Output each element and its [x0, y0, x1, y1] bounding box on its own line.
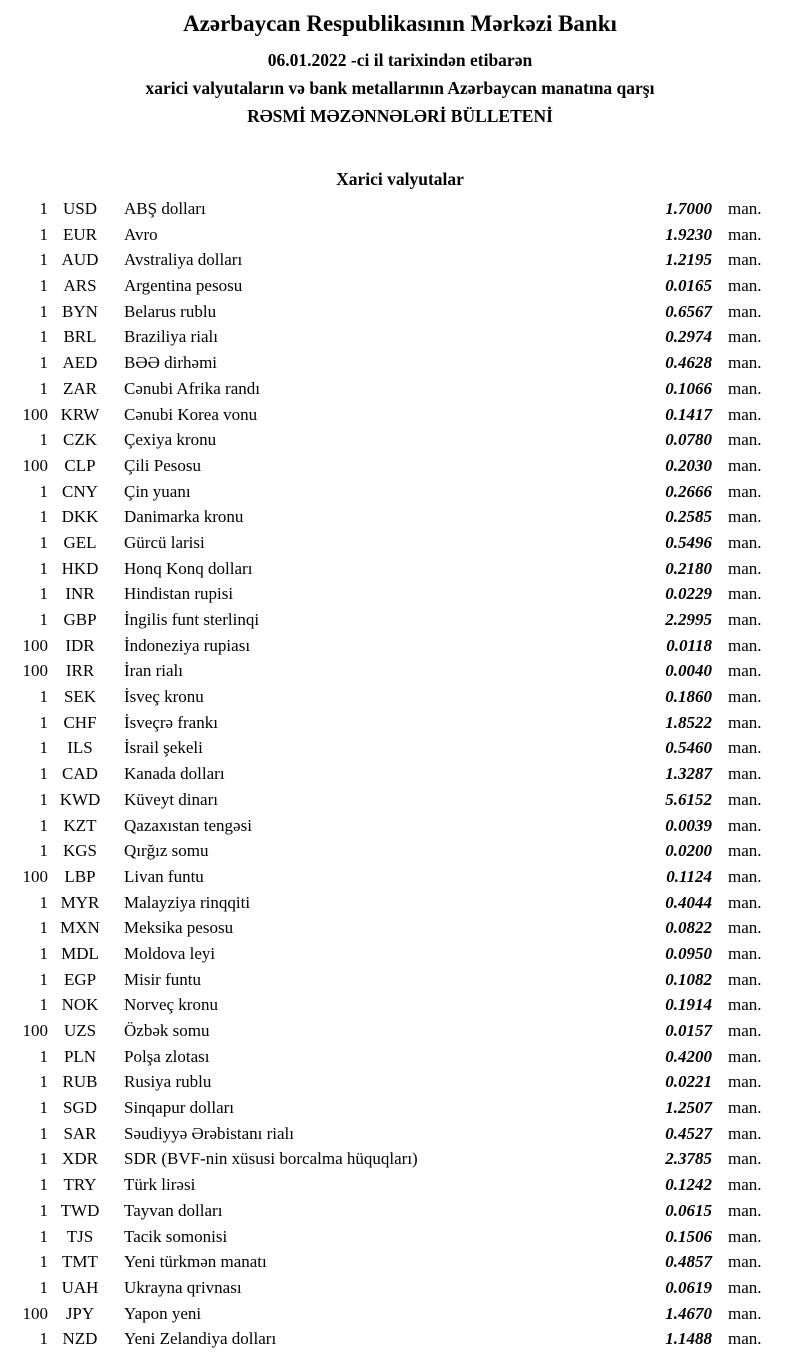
rate-unit: man. [728, 430, 762, 450]
rate-quantity: 1 [39, 1277, 48, 1297]
rate-unit: man. [728, 301, 762, 321]
currency-code: RUB [62, 1072, 98, 1092]
currency-name: Tacik somonisi [124, 1226, 228, 1246]
currency-name: Tayvan dolları [124, 1200, 223, 1220]
rate-quantity: 1 [39, 815, 48, 835]
rate-quantity: 1 [39, 969, 48, 989]
rate-value: 1.8522 [665, 712, 712, 732]
section-title-foreign-currencies: Xarici valyutalar [336, 169, 464, 189]
rate-quantity: 1 [39, 558, 48, 578]
rate-value: 0.6567 [665, 301, 712, 321]
rate-quantity: 1 [39, 250, 48, 270]
rate-value: 0.4628 [665, 353, 712, 373]
rate-quantity: 1 [39, 764, 48, 784]
rate-unit: man. [728, 995, 762, 1015]
currency-name: Türk lirəsi [124, 1175, 196, 1195]
currency-code: CNY [62, 481, 98, 501]
rate-value: 0.1914 [665, 995, 712, 1015]
rate-row-BYN [0, 299, 772, 325]
rate-value: 1.1488 [665, 1329, 712, 1349]
currency-name: Avstraliya dolları [124, 250, 243, 270]
rate-unit: man. [728, 455, 762, 475]
rate-row-XDR [0, 1146, 772, 1172]
rate-value: 0.4527 [665, 1123, 712, 1143]
rate-row-ILS [0, 735, 772, 761]
rate-value: 0.4200 [665, 1046, 712, 1066]
rate-quantity: 1 [39, 584, 48, 604]
rate-quantity: 1 [39, 1072, 48, 1092]
rate-value: 0.1082 [665, 969, 712, 989]
rate-unit: man. [728, 969, 762, 989]
rate-value: 0.4044 [665, 892, 712, 912]
rate-quantity: 1 [39, 943, 48, 963]
rate-row-CNY [0, 479, 772, 505]
rate-unit: man. [728, 1098, 762, 1118]
rate-unit: man. [728, 1123, 762, 1143]
rate-value: 0.0221 [665, 1072, 712, 1092]
rate-quantity: 1 [39, 327, 48, 347]
rate-quantity: 1 [39, 224, 48, 244]
rate-unit: man. [728, 276, 762, 296]
rate-row-HKD [0, 556, 772, 582]
rate-row-TWD [0, 1198, 772, 1224]
currency-code: INR [65, 584, 95, 604]
rate-row-TJS [0, 1224, 772, 1250]
rate-quantity: 1 [39, 892, 48, 912]
rate-unit: man. [728, 250, 762, 270]
rate-unit: man. [728, 687, 762, 707]
currency-name: Özbək somu [124, 1021, 210, 1040]
currency-code: ARS [63, 276, 97, 296]
rate-row-PLN [0, 1044, 772, 1070]
currency-name: Norveç kronu [124, 995, 218, 1015]
currency-name: İndoneziya rupiası [124, 635, 251, 655]
currency-code: DKK [61, 507, 99, 527]
rate-unit: man. [728, 841, 762, 861]
rate-unit: man. [728, 327, 762, 347]
rate-row-MDL [0, 941, 772, 967]
rate-unit: man. [728, 1252, 762, 1272]
currency-code: TWD [60, 1200, 100, 1220]
rate-quantity: 1 [39, 301, 48, 321]
rate-row-CLP [0, 453, 772, 479]
currency-code: SGD [62, 1098, 97, 1118]
rate-quantity: 100 [22, 661, 48, 681]
rate-value: 0.0780 [665, 430, 712, 450]
rate-row-LBP [0, 864, 772, 890]
rate-unit: man. [728, 1329, 762, 1349]
rate-unit: man. [728, 199, 762, 218]
rate-row-IRR [0, 658, 772, 684]
currency-code: IRR [65, 661, 95, 681]
rate-quantity: 1 [39, 789, 48, 809]
rate-quantity: 1 [39, 1252, 48, 1272]
rate-row-SAR [0, 1121, 772, 1147]
currency-code: GBP [63, 610, 97, 629]
rate-unit: man. [728, 1226, 762, 1246]
currency-code: SEK [63, 687, 97, 707]
rate-quantity: 100 [22, 635, 48, 655]
rate-value: 0.1066 [665, 378, 712, 398]
currency-name: Sinqapur dolları [124, 1098, 235, 1118]
rate-unit: man. [728, 1277, 762, 1297]
rate-unit: man. [728, 815, 762, 835]
rate-value: 1.9230 [665, 224, 712, 244]
rate-value: 0.0619 [665, 1277, 712, 1297]
rate-value: 1.3287 [665, 764, 712, 784]
rate-row-UZS [0, 1018, 772, 1044]
currency-name: Moldova leyi [124, 943, 216, 963]
rate-quantity: 1 [39, 995, 48, 1015]
rate-quantity: 1 [39, 532, 48, 552]
rate-quantity: 1 [39, 430, 48, 450]
rate-value: 0.0950 [665, 943, 712, 963]
currency-name: İsrail şekeli [124, 738, 203, 758]
rate-row-AUD [0, 247, 772, 273]
rate-value: 5.6152 [665, 789, 712, 809]
rate-row-KZT [0, 813, 772, 839]
currency-code: JPY [65, 1303, 95, 1323]
rate-row-ZAR [0, 376, 772, 402]
currency-code: ZAR [63, 378, 97, 398]
rate-row-AED [0, 350, 772, 376]
rate-row-GBP [0, 607, 772, 633]
currency-name: Qazaxıstan tengəsi [124, 815, 252, 835]
rate-row-CAD [0, 761, 772, 787]
rate-row-IDR [0, 633, 772, 659]
currency-name: İngilis funt sterlinqi [124, 610, 260, 629]
rate-quantity: 1 [39, 276, 48, 296]
currency-code: TJS [66, 1226, 94, 1246]
rate-quantity: 100 [22, 1021, 48, 1040]
rate-row-KRW [0, 402, 772, 428]
rate-unit: man. [728, 532, 762, 552]
currency-code: TMT [62, 1252, 98, 1272]
currency-code: SAR [63, 1123, 97, 1143]
currency-code: LBP [64, 866, 96, 886]
currency-code: AUD [61, 250, 99, 270]
rate-quantity: 1 [39, 738, 48, 758]
rate-value: 1.7000 [665, 199, 712, 218]
currency-code: UAH [61, 1277, 99, 1297]
rate-quantity: 100 [22, 1303, 48, 1323]
rate-row-KWD [0, 787, 772, 813]
rate-value: 0.1860 [665, 687, 712, 707]
currency-code: CZK [63, 430, 97, 450]
currency-code: KWD [59, 789, 101, 809]
currency-code: KGS [62, 841, 97, 861]
currency-name: Rusiya rublu [124, 1072, 212, 1092]
currency-name: Yeni Zelandiya dolları [124, 1329, 277, 1349]
rate-value: 0.5460 [665, 738, 712, 758]
rate-value: 1.2507 [665, 1098, 712, 1118]
rate-row-MXN [0, 915, 772, 941]
currency-name: Hindistan rupisi [124, 584, 234, 604]
currency-code: GEL [63, 532, 97, 552]
currency-name: Yapon yeni [124, 1303, 202, 1323]
currency-code: EUR [63, 224, 97, 244]
currency-name: Belarus rublu [124, 301, 217, 321]
currency-code: AED [62, 353, 98, 373]
currency-code: BRL [63, 327, 97, 347]
rate-quantity: 1 [39, 1123, 48, 1143]
rate-unit: man. [728, 1046, 762, 1066]
rate-quantity: 1 [39, 1098, 48, 1118]
currency-code: KRW [60, 404, 100, 424]
currency-code: MDL [61, 943, 99, 963]
rate-value: 0.4857 [665, 1252, 712, 1272]
currency-name: Çin yuanı [124, 481, 191, 501]
exchange-rates-table [0, 196, 800, 1352]
currency-name: Argentina pesosu [124, 276, 243, 296]
currency-name: Çexiya kronu [124, 430, 217, 450]
rate-value: 0.0165 [665, 276, 712, 296]
rate-row-KGS [0, 838, 772, 864]
rate-unit: man. [728, 404, 762, 424]
rate-row-ARS [0, 273, 772, 299]
rate-row-RUB [0, 1069, 772, 1095]
rate-quantity: 1 [39, 1046, 48, 1066]
currency-code: EGP [63, 969, 97, 989]
rate-unit: man. [728, 764, 762, 784]
rate-quantity: 1 [39, 481, 48, 501]
currency-code: NZD [62, 1329, 98, 1349]
rate-value: 2.3785 [665, 1149, 712, 1169]
rate-quantity: 1 [39, 712, 48, 732]
rate-unit: man. [728, 1303, 762, 1323]
rate-quantity: 1 [39, 1226, 48, 1246]
rate-value: 0.0039 [665, 815, 712, 835]
rate-unit: man. [728, 892, 762, 912]
rate-unit: man. [728, 353, 762, 373]
rate-row-CZK [0, 427, 772, 453]
rate-value: 0.0229 [665, 584, 712, 604]
currency-name: Qırğız somu [124, 841, 209, 861]
rate-unit: man. [728, 866, 762, 886]
rate-row-DKK [0, 504, 772, 530]
currency-code: MXN [60, 918, 100, 938]
currency-code: PLN [63, 1046, 97, 1066]
rate-value: 2.2995 [665, 610, 712, 629]
rate-quantity: 1 [39, 841, 48, 861]
rate-value: 0.0040 [665, 661, 712, 681]
rate-unit: man. [728, 789, 762, 809]
bulletin-title: RƏSMİ MƏZƏNNƏLƏRİ BÜLLETENİ [247, 106, 553, 126]
rate-value: 0.2666 [665, 481, 712, 501]
currency-code: BYN [62, 301, 98, 321]
currency-code: IDR [65, 635, 95, 655]
rate-quantity: 1 [39, 687, 48, 707]
rate-quantity: 1 [39, 507, 48, 527]
rate-row-TMT [0, 1249, 772, 1275]
rate-value: 0.2030 [665, 455, 712, 475]
rate-quantity: 1 [39, 1200, 48, 1220]
currency-code: UZS [63, 1021, 97, 1040]
rate-value: 0.0118 [666, 635, 712, 655]
rate-quantity: 1 [39, 610, 48, 629]
rate-value: 0.0157 [665, 1021, 712, 1040]
rate-value: 0.2180 [665, 558, 712, 578]
rate-quantity: 100 [22, 404, 48, 424]
currency-name: Livan funtu [124, 866, 204, 886]
currency-name: İsveçrə frankı [124, 712, 218, 732]
rate-quantity: 1 [39, 353, 48, 373]
rate-row-EGP [0, 967, 772, 993]
rate-value: 0.5496 [665, 532, 712, 552]
effective-date-line: 06.01.2022 -ci il tarixindən etibarən [267, 50, 533, 70]
rate-row-INR [0, 581, 772, 607]
currency-name: Səudiyyə Ərəbistanı rialı [124, 1123, 294, 1143]
rate-value: 0.1242 [665, 1175, 712, 1195]
rate-unit: man. [728, 661, 762, 681]
rate-unit: man. [728, 1149, 762, 1169]
currency-code: TRY [63, 1175, 97, 1195]
currency-code: HKD [61, 558, 99, 578]
rate-unit: man. [728, 1175, 762, 1195]
currency-name: İsveç kronu [124, 687, 204, 707]
currency-code: XDR [62, 1149, 98, 1169]
rate-unit: man. [728, 1021, 762, 1040]
rate-unit: man. [728, 378, 762, 398]
rate-row-SEK [0, 684, 772, 710]
currency-name: Ukrayna qrivnası [124, 1277, 242, 1297]
currency-name: Meksika pesosu [124, 918, 234, 938]
currency-name: Braziliya rialı [124, 327, 218, 347]
currency-name: İran rialı [124, 661, 183, 681]
currency-name: Yeni türkmən manatı [124, 1252, 267, 1272]
rate-quantity: 1 [39, 199, 48, 218]
currency-name: Gürcü larisi [124, 532, 205, 552]
rate-value: 0.1417 [665, 404, 712, 424]
rate-row-USD [0, 196, 772, 222]
rate-row-BRL [0, 324, 772, 350]
rate-unit: man. [728, 738, 762, 758]
rate-quantity: 100 [22, 866, 48, 886]
rate-unit: man. [728, 1200, 762, 1220]
rate-unit: man. [728, 635, 762, 655]
page-title: Azərbaycan Respublikasının Mərkəzi Bankı [183, 11, 617, 36]
rate-value: 1.4670 [665, 1303, 712, 1323]
currency-name: Kanada dolları [124, 764, 225, 784]
currency-code: KZT [63, 815, 97, 835]
currency-name: Avro [124, 224, 158, 244]
document-header [0, 0, 800, 130]
rate-value: 0.0822 [665, 918, 712, 938]
currency-name: SDR (BVF-nin xüsusi borcalma hüquqları) [124, 1149, 418, 1169]
rate-row-EUR [0, 222, 772, 248]
currency-code: CHF [63, 712, 97, 732]
rate-unit: man. [728, 224, 762, 244]
rate-quantity: 100 [22, 455, 48, 475]
rate-unit: man. [728, 481, 762, 501]
rate-quantity: 1 [39, 378, 48, 398]
currency-name: Cənubi Afrika randı [124, 378, 260, 398]
rate-value: 0.0200 [665, 841, 712, 861]
rate-quantity: 1 [39, 918, 48, 938]
currency-name: Küveyt dinarı [124, 789, 218, 809]
currency-name: Çili Pesosu [124, 455, 201, 475]
rate-row-CHF [0, 710, 772, 736]
currency-code: ILS [67, 738, 93, 758]
rate-unit: man. [728, 1072, 762, 1092]
rate-unit: man. [728, 507, 762, 527]
rate-row-TRY [0, 1172, 772, 1198]
subtitle-line: xarici valyutaların və bank metallarının Azərbaycan manatına qarşı [145, 78, 655, 98]
rate-row-UAH [0, 1275, 772, 1301]
rate-row-JPY [0, 1301, 772, 1327]
rate-value: 0.0615 [665, 1200, 712, 1220]
currency-name: Danimarka kronu [124, 507, 244, 527]
rate-value: 0.2974 [665, 327, 712, 347]
currency-name: Polşa zlotası [124, 1046, 210, 1066]
currency-name: BƏƏ dirhəmi [124, 353, 218, 373]
currency-code: CAD [62, 764, 98, 784]
currency-code: NOK [61, 995, 99, 1015]
rate-unit: man. [728, 610, 762, 629]
currency-code: USD [62, 199, 97, 218]
rate-value: 0.1124 [666, 866, 712, 886]
currency-name: Misir funtu [124, 969, 201, 989]
currency-name: Honq Konq dolları [124, 558, 253, 578]
rate-unit: man. [728, 712, 762, 732]
currency-name: ABŞ dolları [124, 199, 206, 218]
rate-unit: man. [728, 558, 762, 578]
rate-unit: man. [728, 943, 762, 963]
rate-value: 0.2585 [665, 507, 712, 527]
rate-row-MYR [0, 890, 772, 916]
rate-unit: man. [728, 918, 762, 938]
rate-quantity: 1 [39, 1175, 48, 1195]
currency-code: CLP [64, 455, 96, 475]
rate-row-GEL [0, 530, 772, 556]
currency-name: Cənubi Korea vonu [124, 404, 258, 424]
rate-value: 1.2195 [665, 250, 712, 270]
rate-unit: man. [728, 584, 762, 604]
currency-name: Malayziya rinqqiti [124, 892, 251, 912]
rate-value: 0.1506 [665, 1226, 712, 1246]
rate-quantity: 1 [39, 1149, 48, 1169]
rate-row-NOK [0, 992, 772, 1018]
rate-row-SGD [0, 1095, 772, 1121]
currency-code: MYR [60, 892, 100, 912]
rate-quantity: 1 [39, 1329, 48, 1349]
rate-row-NZD [0, 1326, 772, 1352]
